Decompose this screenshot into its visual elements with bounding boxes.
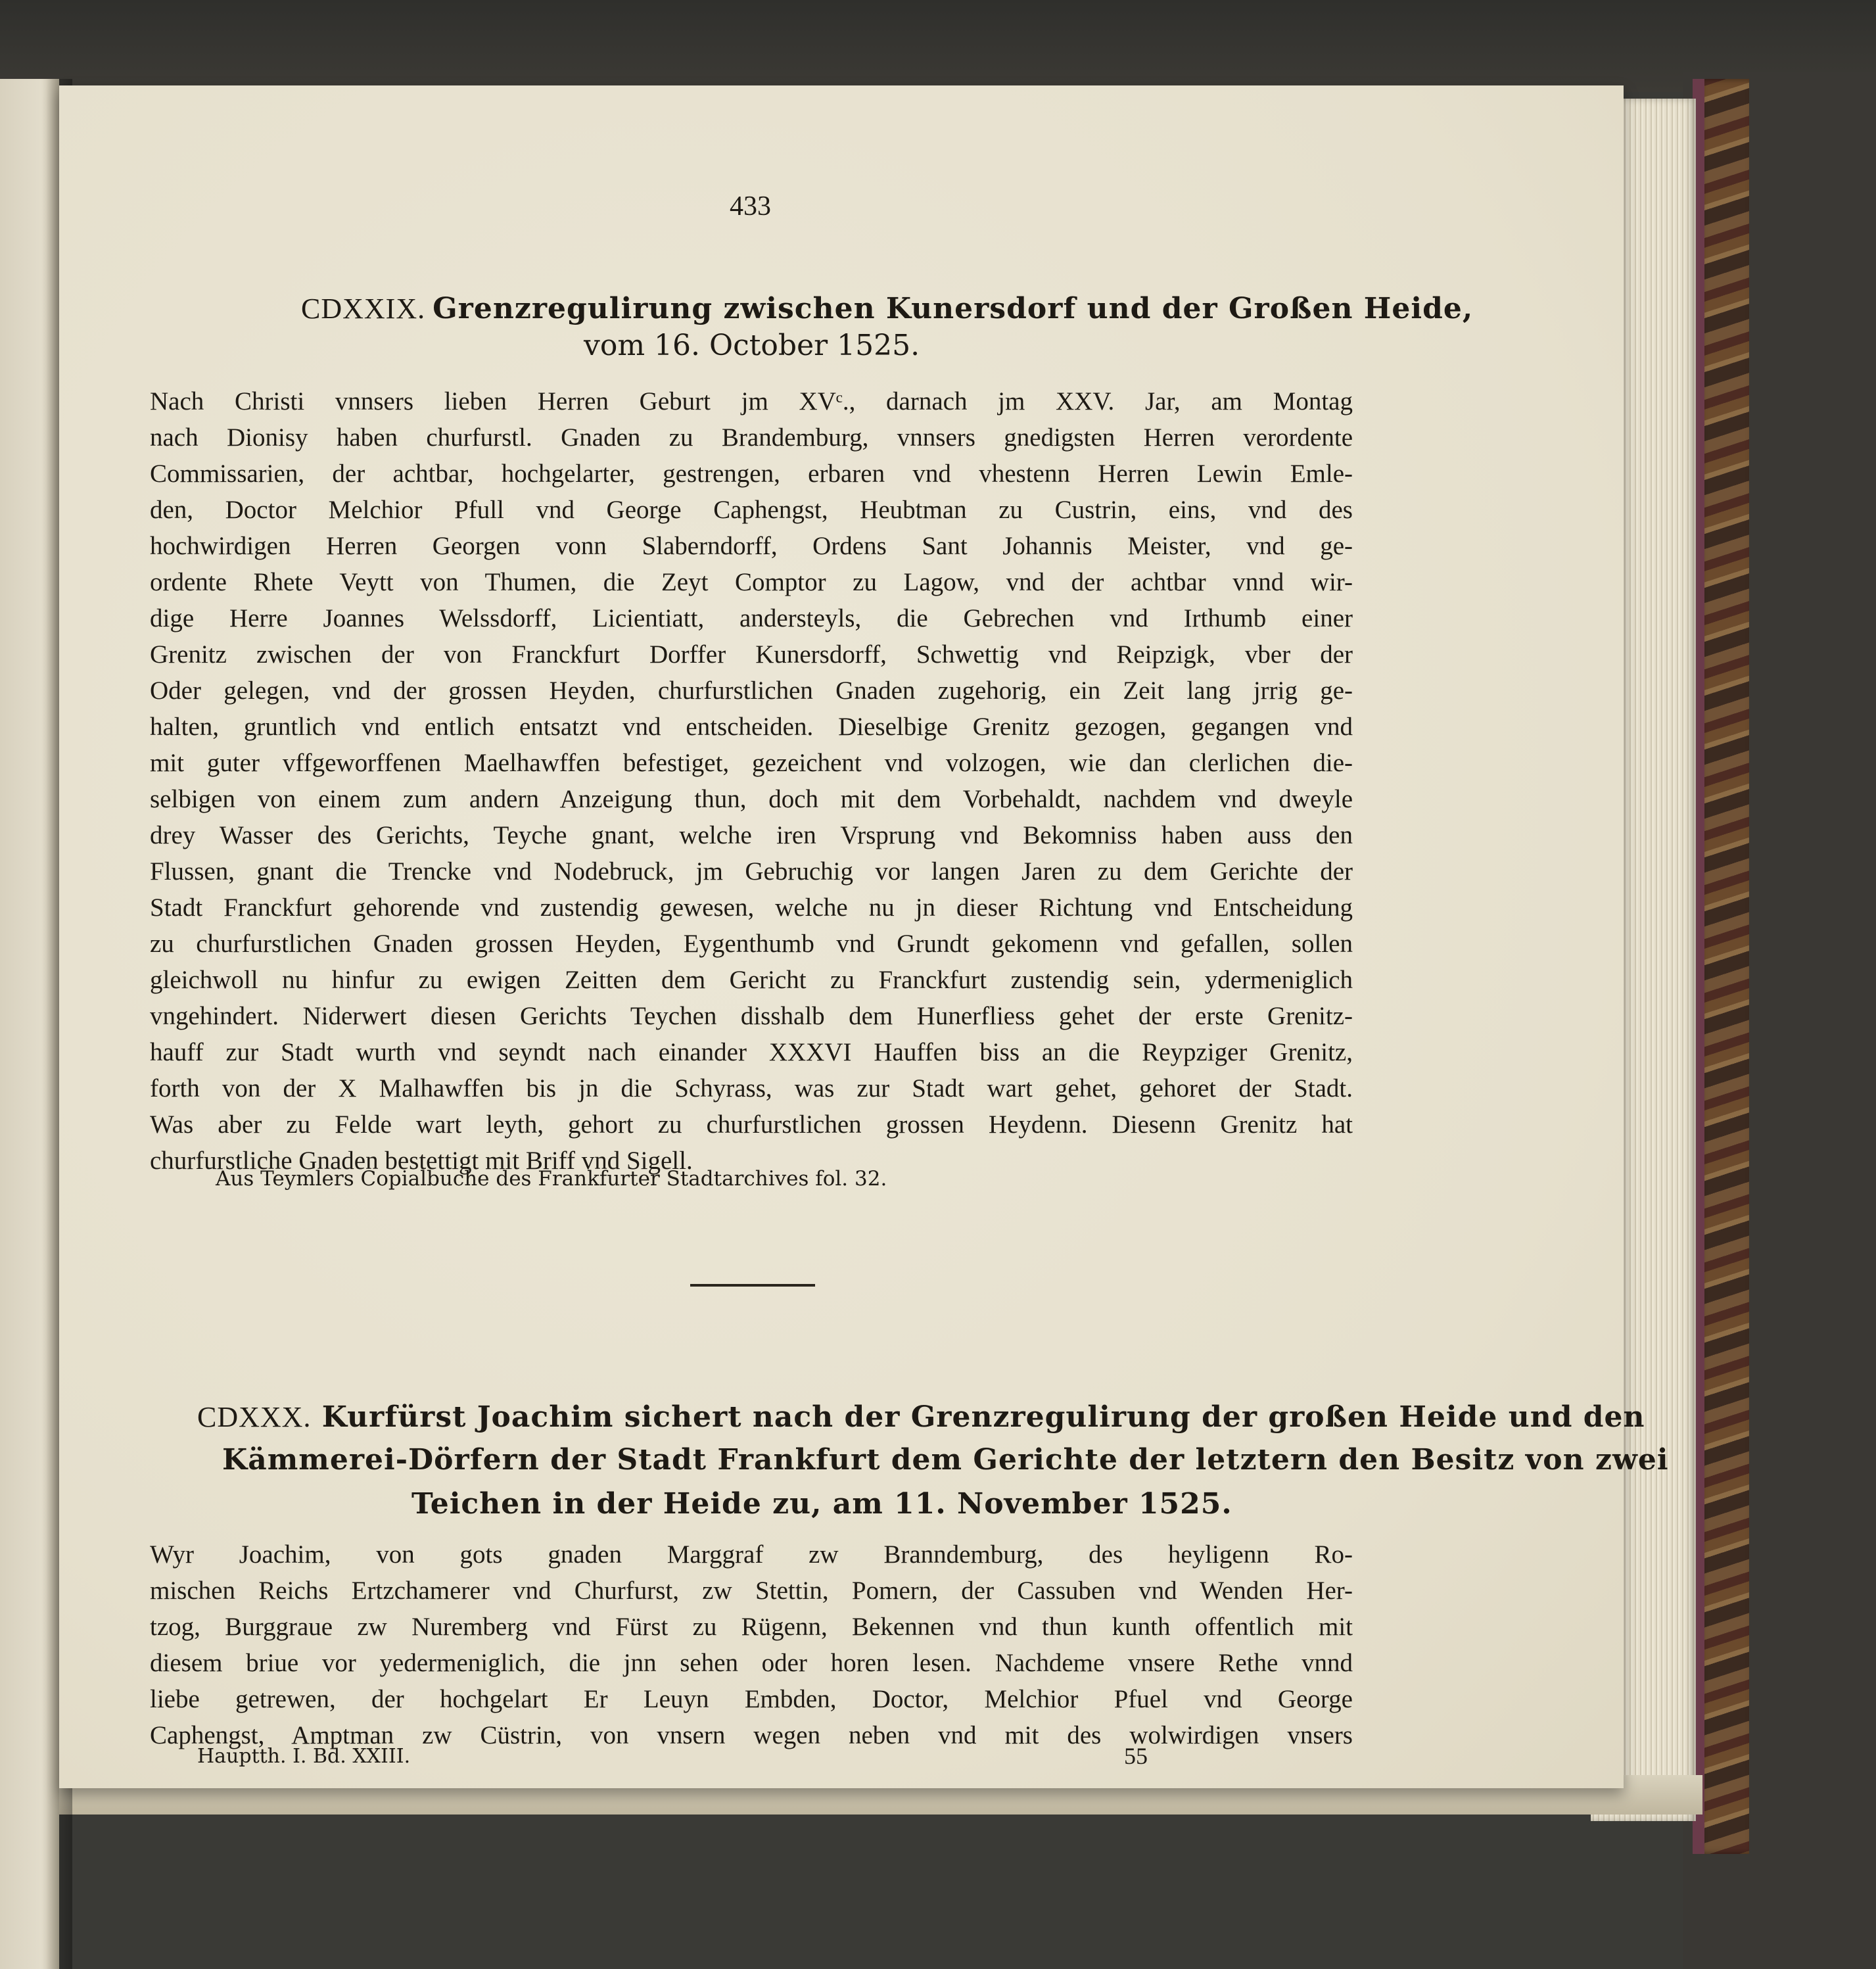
text-line: Flussen, gnant die Trencke vnd Nodebruck, jm Gebruchig vor langen Jaren zu dem Gerichte der bbox=[150, 857, 1353, 886]
text-line: hauff zur Stadt wurth vnd seyndt nach einander XXXVI Hauffen biss an die Reypziger Grenitz, bbox=[150, 1038, 1353, 1066]
section2-number: CDXXX. bbox=[197, 1401, 312, 1433]
section2-body bbox=[150, 1536, 1353, 1753]
text-line: Caphengst, Amptman zw Cüstrin, von vnsern wegen neben vnd mit des wolwirdigen vnsers bbox=[150, 1721, 1353, 1749]
text-line: drey Wasser des Gerichts, Teyche gnant, welche iren Vrsprung vnd Bekomniss haben auss den bbox=[150, 821, 1353, 849]
text-line: forth von der X Malhawffen bis jn die Schyrass, was zur Stadt wart gehet, gehoret der Stadt. bbox=[150, 1074, 1353, 1103]
sheet-number: 55 bbox=[1124, 1743, 1148, 1769]
text-line: mischen Reichs Ertzchamerer vnd Churfurst, zw Stettin, Pomern, der Cassuben vnd Wenden Her- bbox=[150, 1577, 1353, 1605]
text-line: hochwirdigen Herren Georgen vonn Slaberndorff, Ordens Sant Johannis Meister, vnd ge- bbox=[150, 532, 1353, 560]
section2-title-a: Kurfürst Joachim sichert nach der Grenzregulirung der großen Heide und den bbox=[321, 1400, 1645, 1434]
text-line: ordente Rhete Veytt von Thumen, die Zeyt Comptor zu Lagow, vnd der achtbar vnnd wir- bbox=[150, 568, 1353, 596]
section-divider bbox=[690, 1284, 815, 1287]
text-line: Grenitz zwischen der von Franckfurt Dorffer Kunersdorff, Schwettig vnd Reipzigk, vber der bbox=[150, 640, 1353, 669]
text-line: den, Doctor Melchior Pfull vnd George Caphengst, Heubtman zu Custrin, eins, vnd des bbox=[150, 496, 1353, 524]
section2-title-c: Teichen in der Heide zu, am 11. November 1525. bbox=[411, 1487, 1232, 1521]
text-line: liebe getrewen, der hochgelart Er Leuyn Embden, Doctor, Melchior Pfuel vnd George bbox=[150, 1685, 1353, 1713]
text-line: Oder gelegen, vnd der grossen Heyden, churfurstlichen Gnaden zugehorig, ein Zeit lang jrrig ge- bbox=[150, 676, 1353, 705]
section1-heading bbox=[301, 292, 1473, 325]
text-line: zu churfurstlichen Gnaden grossen Heyden, Eygenthumb vnd Grundt gekomenn vnd gefallen, sollen bbox=[150, 930, 1353, 958]
section1-title-b: vom 16. October 1525. bbox=[584, 329, 920, 362]
section1-source-note: Aus Teymlers Copialbuche des Frankfurter Stadtarchives fol. 32. bbox=[216, 1167, 887, 1191]
text-line: vngehindert. Niderwert diesen Gerichts Teychen disshalb dem Hunerfliess gehet der erste Grenitz- bbox=[150, 1002, 1353, 1030]
text-line: selbigen von einem zum andern Anzeigung thun, doch mit dem Vorbehaldt, nachdem vnd dweyle bbox=[150, 785, 1353, 813]
section1-title-a: Grenzregulirung zwischen Kunersdorf und der Großen Heide, bbox=[433, 292, 1474, 325]
section2-title-b: Kämmerei-Dörfern der Stadt Frankfurt dem Gerichte der letztern den Besitz von zwei bbox=[222, 1443, 1669, 1477]
section1-body bbox=[150, 383, 1353, 1179]
text-line: Was aber zu Felde wart leyth, gehort zu churfurstlichen grossen Heydenn. Diesenn Grenitz hat bbox=[150, 1110, 1353, 1139]
section2-heading bbox=[197, 1400, 1645, 1434]
text-line: diesem briue vor yedermeniglich, die jnn sehen oder horen lesen. Nachdeme vnsere Rethe vnnd bbox=[150, 1649, 1353, 1677]
text-line: churfurstliche Gnaden bestettigt mit Briff vnd Sigell. bbox=[150, 1147, 693, 1175]
section1-number: CDXXIX. bbox=[301, 293, 426, 325]
book-cover-top bbox=[0, 0, 1876, 92]
text-line: gleichwoll nu hinfur zu ewigen Zeitten dem Gericht zu Franckfurt zustendig sein, ydermeniglich bbox=[150, 966, 1353, 994]
page-number: 433 bbox=[730, 191, 771, 222]
text-line: Stadt Franckfurt gehorende vnd zustendig gewesen, welche nu jn dieser Richtung vnd Entscheidung bbox=[150, 893, 1353, 922]
text-line: Nach Christi vnnsers lieben Herren Geburt jm XVᶜ., darnach jm XXV. Jar, am Montag bbox=[150, 387, 1353, 415]
text-line: nach Dionisy haben churfurstl. Gnaden zu Brandemburg, vnnsers gnedigsten Herren verordente bbox=[150, 423, 1353, 452]
text-line: mit guter vffgeworffenen Maelhawffen befestiget, gezeichent vnd volzogen, wie dan clerlichen die- bbox=[150, 749, 1353, 777]
text-line: halten, gruntlich vnd entlich entsatzt vnd entscheiden. Dieselbige Grenitz gezogen, gegangen vnd bbox=[150, 713, 1353, 741]
text-line: Wyr Joachim, von gots gnaden Marggraf zw Branndemburg, des heyligenn Ro- bbox=[150, 1540, 1353, 1569]
text-line: Commissarien, der achtbar, hochgelarter, gestrengen, erbaren vnd vhestenn Herren Lewin Emle- bbox=[150, 460, 1353, 488]
text-line: dige Herre Joannes Welssdorff, Licientiatt, andersteyls, die Gebrechen vnd Irthumb einer bbox=[150, 604, 1353, 632]
text-line: tzog, Burggraue zw Nuremberg vnd Fürst zu Rügenn, Bekennen vnd thun kunth offentlich mit bbox=[150, 1613, 1353, 1641]
signature-mark: Hauptth. I. Bd. XXIII. bbox=[197, 1745, 411, 1768]
